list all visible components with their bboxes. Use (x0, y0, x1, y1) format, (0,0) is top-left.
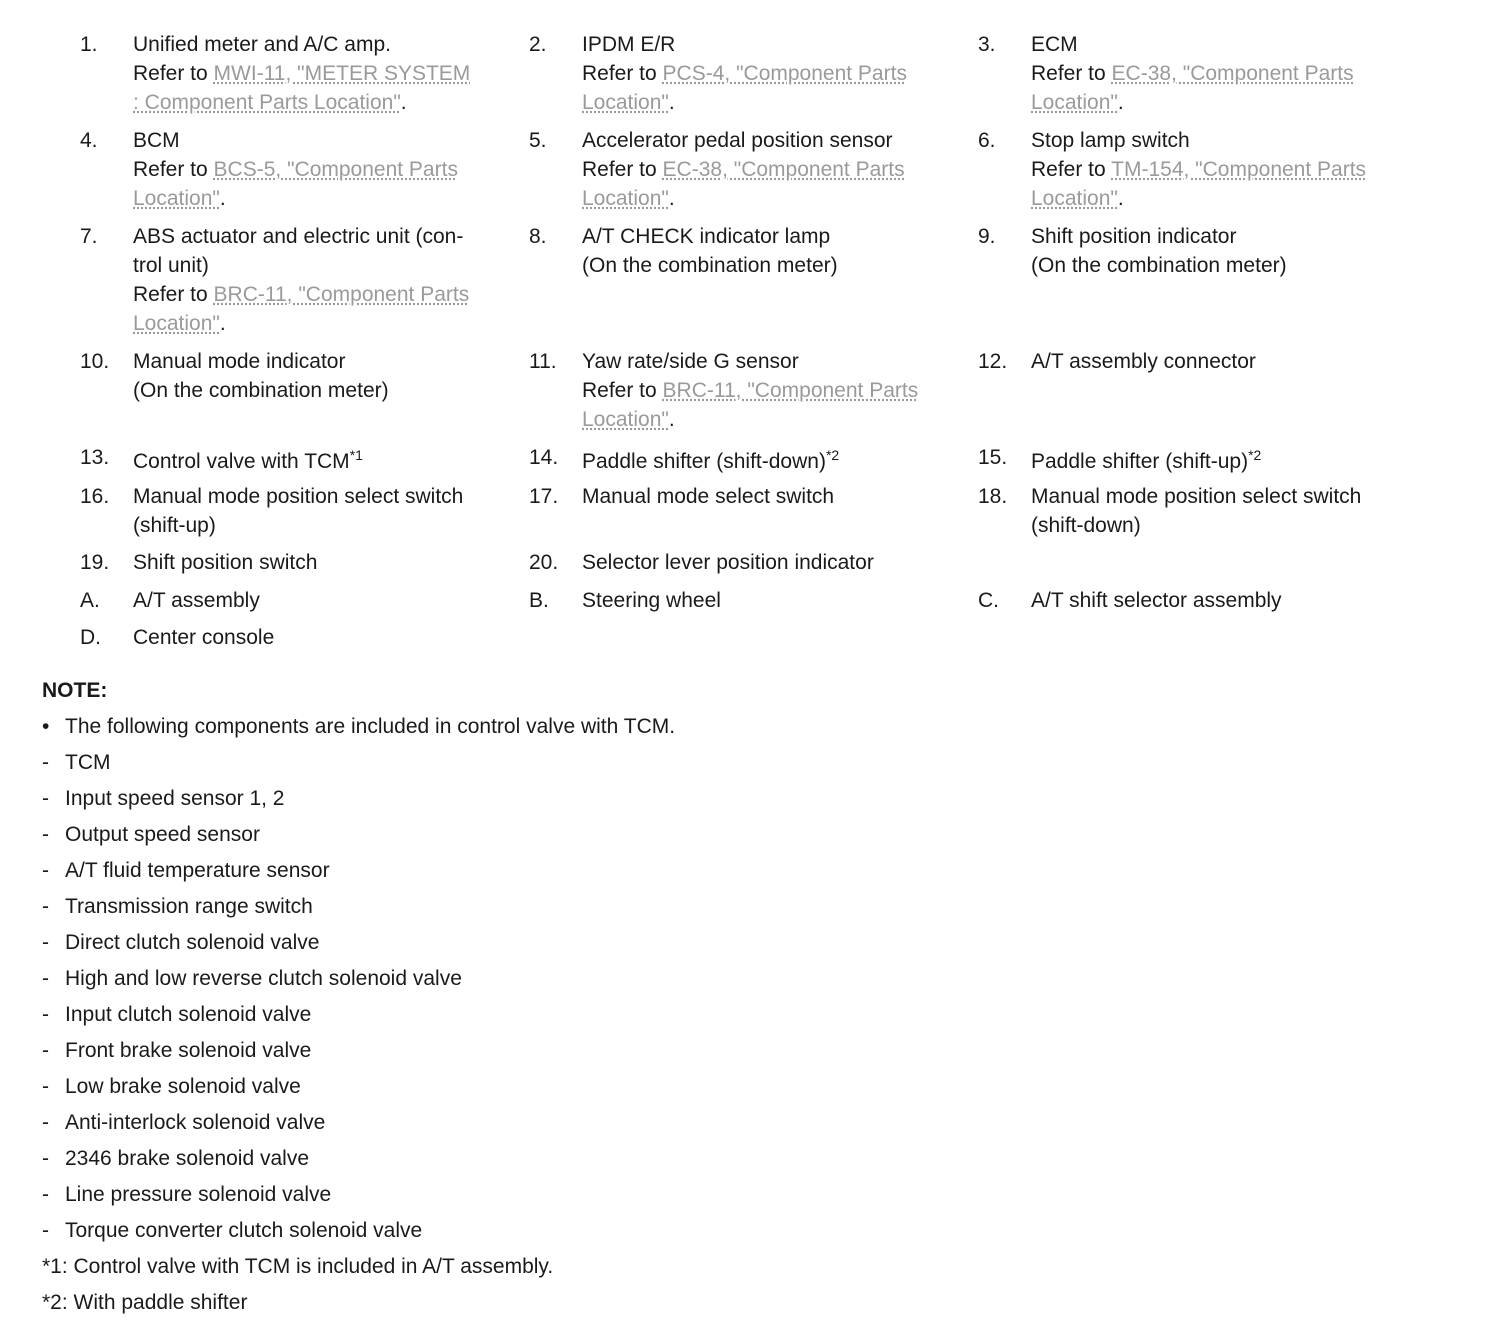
dash-icon: - (42, 1147, 49, 1170)
reference-link-cont[interactable]: Location" (1031, 91, 1118, 114)
legend-item-7: 7. ABS actuator and electric unit (con- trol unit) Refer to BRC-11, "Component Parts Location". (80, 222, 520, 338)
dash-icon: - (42, 859, 49, 882)
dash-icon: - (42, 967, 49, 990)
dash-icon: - (42, 1039, 49, 1062)
legend-item-A (80, 586, 520, 615)
item-title: Center console (133, 626, 275, 649)
reference-link-cont[interactable]: Location" (582, 408, 669, 431)
item-title: Manual mode position select switch (133, 485, 464, 508)
item-letter: C. (978, 589, 999, 612)
item-number: 11. (529, 350, 557, 373)
item-title: Paddle shifter (shift-down) (582, 450, 826, 473)
dash-icon: - (42, 895, 49, 918)
dash-icon: - (42, 931, 49, 954)
legend-item-20 (529, 548, 969, 577)
note-list-item (42, 1072, 1442, 1108)
reference-link[interactable]: PCS-4, "Component Parts (662, 62, 907, 85)
reference-link[interactable]: EC-38, "Component Parts (662, 158, 905, 181)
dash-icon: - (42, 823, 49, 846)
note-bullet-item (42, 712, 1442, 748)
legend-row (80, 222, 1480, 347)
item-number: 4. (80, 129, 98, 152)
legend-item-13 (80, 447, 520, 476)
legend-item-3: 3. ECM Refer to EC-38, "Component Parts Location". (978, 30, 1418, 117)
dash-icon: - (42, 1183, 49, 1206)
item-number: 7. (80, 225, 98, 248)
reference-link-cont[interactable]: Location" (582, 187, 669, 210)
dash-icon: - (42, 1075, 49, 1098)
item-number: 12. (978, 350, 1008, 373)
legend-item-14 (529, 447, 969, 476)
legend-row (80, 548, 1480, 586)
item-number: 9. (978, 225, 996, 248)
footnote-marker: *2 (825, 447, 840, 463)
legend-row (80, 443, 1480, 482)
component-name: Anti-interlock solenoid valve (65, 1111, 326, 1134)
item-title: BCM (133, 129, 180, 152)
legend-item-15 (978, 447, 1418, 476)
refer-label: Refer to (1031, 158, 1112, 181)
reference-link-cont[interactable]: Location" (582, 91, 669, 114)
item-title: Accelerator pedal position sensor (582, 129, 893, 152)
item-subtitle: (On the combination meter) (133, 379, 389, 402)
component-name: Front brake solenoid valve (65, 1039, 312, 1062)
legend-item-10 (80, 347, 520, 405)
reference-link[interactable]: MWI-11, "METER SYSTEM (213, 62, 471, 85)
item-title-cont: trol unit) (133, 254, 209, 277)
item-title: IPDM E/R (582, 33, 676, 56)
item-number: 14. (529, 446, 559, 469)
legend-row (80, 126, 1480, 222)
legend-item-D (80, 623, 520, 652)
item-title: Unified meter and A/C amp. (133, 33, 391, 56)
component-name: Input clutch solenoid valve (65, 1003, 312, 1026)
component-name: 2346 brake solenoid valve (65, 1147, 310, 1170)
legend-item-18 (978, 482, 1418, 540)
note-list-item (42, 928, 1442, 964)
note-list-item (42, 820, 1442, 856)
component-name: Line pressure solenoid valve (65, 1183, 332, 1206)
item-number: 16. (80, 485, 110, 508)
item-title: Control valve with TCM (133, 450, 350, 473)
item-letter: B. (529, 589, 549, 612)
note-list-item (42, 748, 1442, 784)
footnote-2: *2: With paddle shifter (42, 1291, 248, 1314)
item-title: A/T shift selector assembly (1031, 589, 1282, 612)
legend-item-11: 11. Yaw rate/side G sensor Refer to BRC-11, "Component Parts Location". (529, 347, 969, 434)
legend-item-5: 5. Accelerator pedal position sensor Refer to EC-38, "Component Parts Location". (529, 126, 969, 213)
reference-link[interactable]: BRC-11, "Component Parts (213, 283, 470, 306)
legend-item-17 (529, 482, 969, 511)
item-number: 17. (529, 485, 559, 508)
item-number: 20. (529, 551, 559, 574)
legend-row (80, 30, 1480, 126)
refer-label: Refer to (582, 62, 663, 85)
note-list-item (42, 1144, 1442, 1180)
component-name: Transmission range switch (65, 895, 313, 918)
item-title: ABS actuator and electric unit (con- (133, 225, 464, 248)
reference-link-cont[interactable]: Location" (1031, 187, 1118, 210)
item-title: Shift position switch (133, 551, 318, 574)
item-number: 8. (529, 225, 547, 248)
dash-icon: - (42, 1003, 49, 1026)
item-title: Selector lever position indicator (582, 551, 874, 574)
dash-icon: - (42, 1111, 49, 1134)
refer-label: Refer to (133, 158, 214, 181)
component-name: Output speed sensor (65, 823, 260, 846)
item-title: Manual mode indicator (133, 350, 346, 373)
note-list-item (42, 892, 1442, 928)
footnote-1: *1: Control valve with TCM is included in A/T assembly. (42, 1255, 554, 1278)
refer-label: Refer to (133, 62, 214, 85)
refer-label: Refer to (1031, 62, 1112, 85)
footnote-marker: *1 (349, 447, 363, 463)
reference-link-cont[interactable]: Location" (133, 187, 220, 210)
legend-item-6: 6. Stop lamp switch Refer to TM-154, "Component Parts Location". (978, 126, 1418, 213)
item-number: 19. (80, 551, 110, 574)
item-number: 13. (80, 446, 110, 469)
bullet-icon: • (42, 715, 50, 738)
item-title: Paddle shifter (shift-up) (1031, 450, 1249, 473)
note-list-item (42, 1180, 1442, 1216)
item-title: Shift position indicator (1031, 225, 1237, 248)
item-number: 2. (529, 33, 547, 56)
dash-icon: - (42, 1219, 49, 1242)
component-name: A/T fluid temperature sensor (65, 859, 330, 882)
component-name: Torque converter clutch solenoid valve (65, 1219, 423, 1242)
component-name: Direct clutch solenoid valve (65, 931, 320, 954)
item-title: A/T assembly (133, 589, 260, 612)
item-subtitle: (On the combination meter) (582, 254, 838, 277)
note-list-item (42, 1000, 1442, 1036)
reference-link[interactable]: BCS-5, "Component Parts (213, 158, 458, 181)
reference-link[interactable]: TM-154, "Component Parts (1111, 158, 1367, 181)
reference-link[interactable]: EC-38, "Component Parts (1111, 62, 1354, 85)
legend-row (80, 623, 1480, 660)
note-title: NOTE: (42, 679, 108, 702)
legend-row (80, 586, 1480, 623)
legend-item-9 (978, 222, 1418, 280)
note-list-item (42, 784, 1442, 820)
note-list-item (42, 856, 1442, 892)
item-number: 6. (978, 129, 996, 152)
legend-item-C (978, 586, 1418, 615)
item-title: Manual mode select switch (582, 485, 835, 508)
reference-link-cont[interactable]: Location" (133, 312, 220, 335)
legend-row (80, 347, 1480, 443)
item-number: 18. (978, 485, 1008, 508)
refer-label: Refer to (582, 158, 663, 181)
note-list-item (42, 1036, 1442, 1072)
reference-link[interactable]: BRC-11, "Component Parts (662, 379, 919, 402)
item-number: 1. (80, 33, 98, 56)
legend-item-B (529, 586, 969, 615)
item-title: Yaw rate/side G sensor (582, 350, 799, 373)
item-title: Stop lamp switch (1031, 129, 1190, 152)
item-title: Steering wheel (582, 589, 721, 612)
dash-icon: - (42, 787, 49, 810)
legend-item-19 (80, 548, 520, 577)
note-intro: The following components are included in control valve with TCM. (65, 715, 676, 738)
component-legend (80, 30, 1480, 660)
component-name: Input speed sensor 1, 2 (65, 787, 285, 810)
component-name: Low brake solenoid valve (65, 1075, 301, 1098)
reference-link-cont[interactable]: : Component Parts Location" (133, 91, 401, 114)
item-title: A/T assembly connector (1031, 350, 1256, 373)
refer-label: Refer to (133, 283, 214, 306)
legend-row (80, 482, 1480, 548)
legend-item-12 (978, 347, 1418, 376)
note-section (42, 676, 1442, 1324)
component-name: High and low reverse clutch solenoid valve (65, 967, 462, 990)
item-subtitle: (On the combination meter) (1031, 254, 1287, 277)
item-subtitle: (shift-down) (1031, 514, 1141, 537)
item-number: 5. (529, 129, 547, 152)
footnote-marker: *2 (1248, 447, 1262, 463)
item-letter: D. (80, 626, 101, 649)
legend-item-2: 2. IPDM E/R Refer to PCS-4, "Component Parts Location". (529, 30, 969, 117)
item-subtitle: (shift-up) (133, 514, 216, 537)
item-number: 3. (978, 33, 996, 56)
dash-icon: - (42, 751, 49, 774)
legend-item-4: 4. BCM Refer to BCS-5, "Component Parts Location". (80, 126, 520, 213)
item-letter: A. (80, 589, 100, 612)
item-number: 15. (978, 446, 1008, 469)
legend-item-16 (80, 482, 520, 540)
note-list-item (42, 964, 1442, 1000)
component-name: TCM (65, 751, 111, 774)
legend-item-8 (529, 222, 969, 280)
item-title: ECM (1031, 33, 1078, 56)
legend-item-1: 1. Unified meter and A/C amp. Refer to MWI-11, "METER SYSTEM : Component Parts Location". (80, 30, 520, 117)
item-title: A/T CHECK indicator lamp (582, 225, 831, 248)
item-title: Manual mode position select switch (1031, 485, 1362, 508)
refer-label: Refer to (582, 379, 663, 402)
item-number: 10. (80, 350, 110, 373)
note-list-item (42, 1108, 1442, 1144)
note-list-item (42, 1216, 1442, 1252)
